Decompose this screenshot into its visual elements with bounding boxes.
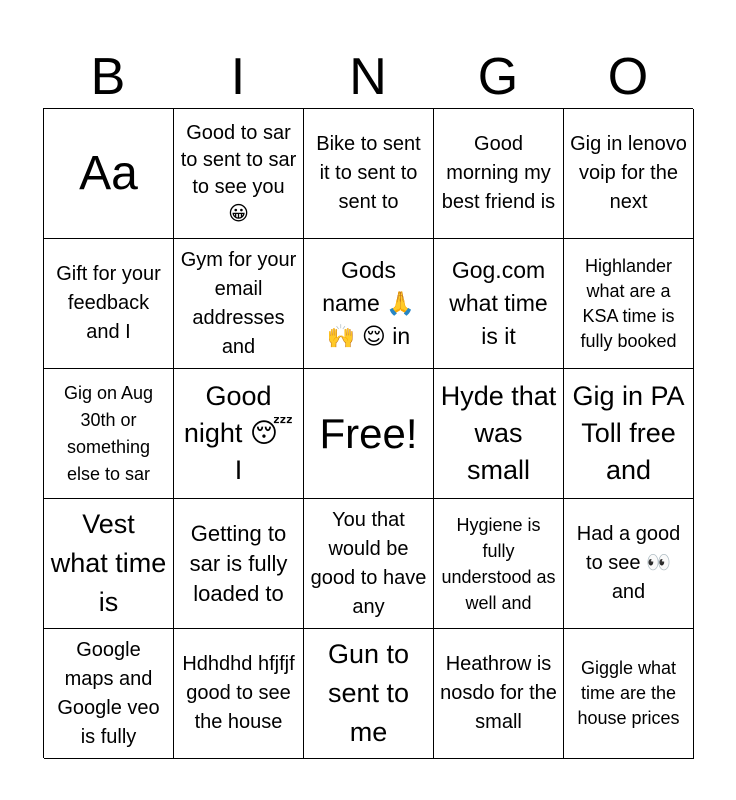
bingo-cell-text: Aa: [79, 146, 138, 200]
bingo-cell[interactable]: [564, 109, 694, 239]
bingo-cell[interactable]: [174, 629, 304, 759]
bingo-cell-text: Gog.com what time is it: [449, 257, 548, 349]
header-letter-i: I: [230, 48, 246, 106]
bingo-cell[interactable]: [174, 239, 304, 369]
bingo-cell-text: You that would be good to have any: [310, 508, 427, 618]
bingo-cell[interactable]: [44, 109, 174, 239]
bingo-cell[interactable]: [304, 499, 434, 629]
bingo-cell-text: Free!: [319, 409, 418, 457]
bingo-cell-text: Gig in lenovo voip for the next: [570, 133, 687, 213]
bingo-cell[interactable]: [564, 239, 694, 369]
bingo-cell-text: Good morning my best friend is: [441, 133, 556, 213]
bingo-cell[interactable]: [434, 629, 564, 759]
bingo-cell-text: Gift for your feedback and I: [56, 263, 161, 343]
header-letter-b: B: [90, 48, 126, 106]
bingo-cell[interactable]: [44, 239, 174, 369]
bingo-cell-text: Good to sar to sent to sar to see you 😀: [180, 121, 297, 225]
bingo-cell-text: Gun to sent to me: [327, 639, 410, 747]
header-letter-o: O: [607, 48, 649, 106]
bingo-cell-text: Gig in PA Toll free and: [572, 381, 685, 485]
bingo-cell-text: Hdhdhd hfjfjf good to see the house: [182, 653, 295, 733]
bingo-cell-text: Hygiene is fully understood as well and: [441, 514, 556, 613]
bingo-cell-text: Gods name 🙏 🙌 😌 in: [322, 257, 415, 349]
bingo-cell[interactable]: [44, 629, 174, 759]
bingo-cell[interactable]: [44, 369, 174, 499]
bingo-cell[interactable]: [174, 499, 304, 629]
bingo-cell[interactable]: [434, 109, 564, 239]
bingo-cell[interactable]: [564, 369, 694, 499]
bingo-cell[interactable]: [304, 109, 434, 239]
bingo-cell-text: Gig on Aug 30th or something else to sar: [63, 382, 154, 484]
bingo-cell[interactable]: [434, 369, 564, 499]
bingo-cell-text: Had a good to see 👀 and: [576, 523, 681, 603]
header-letter-g: G: [477, 48, 519, 106]
header-letter-n: N: [349, 48, 387, 106]
bingo-cell[interactable]: [174, 369, 304, 499]
bingo-cell-text: Gym for your email addresses and: [180, 248, 297, 358]
bingo-cell-text: Bike to sent it to sent to sent to: [316, 133, 421, 213]
bingo-cell[interactable]: [174, 109, 304, 239]
bingo-cell[interactable]: [434, 239, 564, 369]
bingo-cell-text: Giggle what time are the house prices: [577, 658, 680, 728]
bingo-cell-free-space[interactable]: [304, 369, 434, 499]
bingo-cell[interactable]: [44, 499, 174, 629]
bingo-header: [43, 48, 693, 106]
bingo-cell-text: Hyde that was small: [440, 381, 557, 485]
bingo-cell[interactable]: [304, 239, 434, 369]
bingo-cell-text: Heathrow is nosdo for the small: [440, 653, 557, 733]
bingo-cell[interactable]: [304, 629, 434, 759]
bingo-card-grid: [43, 108, 693, 758]
bingo-cell[interactable]: [564, 499, 694, 629]
bingo-cell[interactable]: [564, 629, 694, 759]
bingo-cell-text: Google maps and Google veo is fully: [57, 638, 160, 748]
bingo-cell-text: Good night 😴 I: [183, 381, 294, 485]
bingo-cell[interactable]: [434, 499, 564, 629]
bingo-cell-text: Highlander what are a KSA time is fully booked: [580, 255, 677, 351]
bingo-cell-text: Getting to sar is fully loaded to: [189, 520, 288, 606]
bingo-cell-text: Vest what time is: [50, 509, 167, 617]
